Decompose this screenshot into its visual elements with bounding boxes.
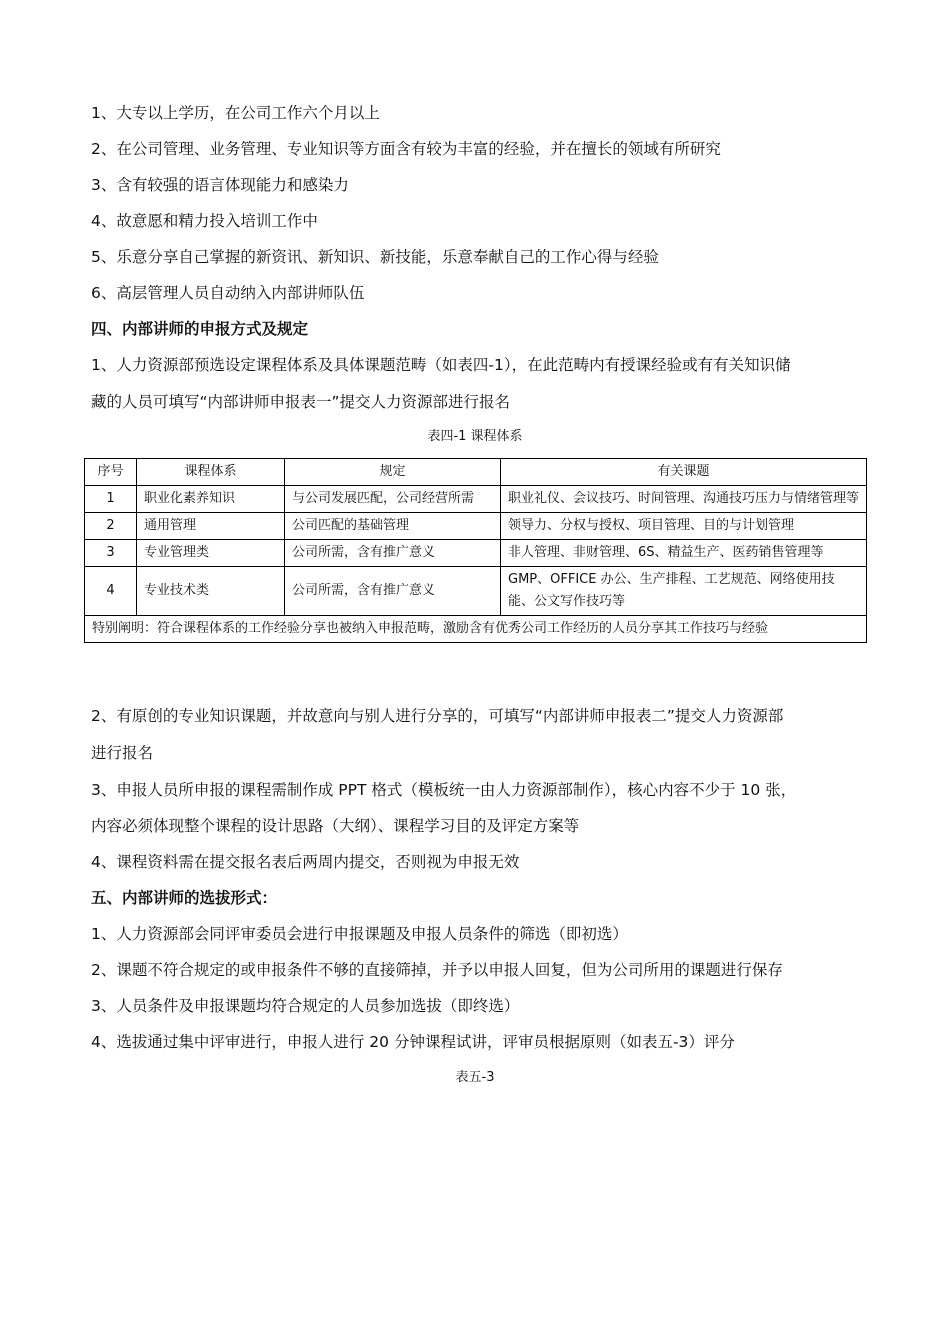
cell-no: 1	[85, 486, 137, 513]
cell-rule: 与公司发展匹配，公司经营所需	[285, 486, 501, 513]
table-note-row	[85, 616, 867, 643]
cell-topics: 领导力、分权与授权、项目管理、目的与计划管理	[501, 513, 867, 540]
table-row	[85, 540, 867, 567]
table-header-row	[85, 459, 867, 486]
requirement-item-4: 4、故意愿和精力投入培训工作中	[91, 212, 318, 230]
table-row	[85, 567, 867, 616]
section-5-item-4: 4、选拔通过集中评审进行，申报人进行 20 分钟课程试讲，评审员根据原则（如表五-3）评分	[91, 1033, 735, 1051]
table-5-3-caption: 表五-3	[455, 1070, 495, 1085]
section-5-item-3: 3、人员条件及申报课题均符合规定的人员参加选拔（即终选）	[91, 997, 520, 1015]
cell-system: 专业技术类	[137, 567, 285, 616]
requirement-item-1: 1、大专以上学历，在公司工作六个月以上	[91, 104, 380, 122]
header-topics: 有关课题	[501, 459, 867, 486]
requirement-item-5: 5、乐意分享自己掌握的新资讯、新知识、新技能，乐意奉献自己的工作心得与经验	[91, 248, 659, 266]
cell-rule: 公司匹配的基础管理	[285, 513, 501, 540]
section-4-item-3-line-1: 3、申报人员所申报的课程需制作成 PPT 格式（模板统一由人力资源部制作），核心内容不少于 10 张，	[91, 781, 797, 799]
requirement-item-6: 6、高层管理人员自动纳入内部讲师队伍	[91, 284, 365, 302]
header-no: 序号	[85, 459, 137, 486]
section-5-heading: 五、内部讲师的选拔形式：	[91, 889, 278, 907]
course-system-table	[84, 458, 867, 643]
section-4-item-1-line-1: 1、人力资源部预选设定课程体系及具体课题范畴（如表四-1），在此范畴内有授课经验或有有关知识储	[91, 356, 791, 374]
table-row	[85, 486, 867, 513]
cell-no: 4	[85, 567, 137, 616]
header-rule: 规定	[285, 459, 501, 486]
header-system: 课程体系	[137, 459, 285, 486]
table-caption: 表四-1 课程体系	[427, 429, 523, 444]
section-5-item-1: 1、人力资源部会同评审委员会进行申报课题及申报人员条件的筛选（即初选）	[91, 925, 628, 943]
table-row	[85, 513, 867, 540]
cell-topics: 职业礼仪、会议技巧、时间管理、沟通技巧压力与情绪管理等	[501, 486, 867, 513]
cell-system: 专业管理类	[137, 540, 285, 567]
section-4-heading: 四、内部讲师的申报方式及规定	[91, 320, 309, 338]
table-note: 特别阐明：符合课程体系的工作经验分享也被纳入申报范畴，激励含有优秀公司工作经历的人员分享其工作技巧与经验	[85, 616, 867, 643]
section-4-item-4: 4、课程资料需在提交报名表后两周内提交，否则视为申报无效	[91, 853, 520, 871]
cell-rule: 公司所需，含有推广意义	[285, 567, 501, 616]
cell-system: 职业化素养知识	[137, 486, 285, 513]
section-4-item-1-line-2: 藏的人员可填写“内部讲师申报表一”提交人力资源部进行报名	[91, 393, 511, 411]
section-4-item-2-line-2: 进行报名	[91, 744, 154, 762]
cell-no: 3	[85, 540, 137, 567]
cell-no: 2	[85, 513, 137, 540]
cell-topics: GMP、OFFICE 办公、生产排程、工艺规范、网络使用技能、公文写作技巧等	[501, 567, 867, 616]
section-4-item-3-line-2: 内容必须体现整个课程的设计思路（大纲）、课程学习目的及评定方案等	[91, 817, 580, 835]
section-4-item-2-line-1: 2、有原创的专业知识课题，并故意向与别人进行分享的，可填写“内部讲师申报表二”提交人力资源部	[91, 707, 784, 725]
section-5-item-2: 2、课题不符合规定的或申报条件不够的直接筛掉，并予以申报人回复，但为公司所用的课题进行保存	[91, 961, 783, 979]
requirement-item-2: 2、在公司管理、业务管理、专业知识等方面含有较为丰富的经验，并在擅长的领域有所研究	[91, 140, 721, 158]
cell-system: 通用管理	[137, 513, 285, 540]
requirement-item-3: 3、含有较强的语言体现能力和感染力	[91, 176, 349, 194]
cell-topics: 非人管理、非财管理、6S、精益生产、医药销售管理等	[501, 540, 867, 567]
cell-rule: 公司所需，含有推广意义	[285, 540, 501, 567]
